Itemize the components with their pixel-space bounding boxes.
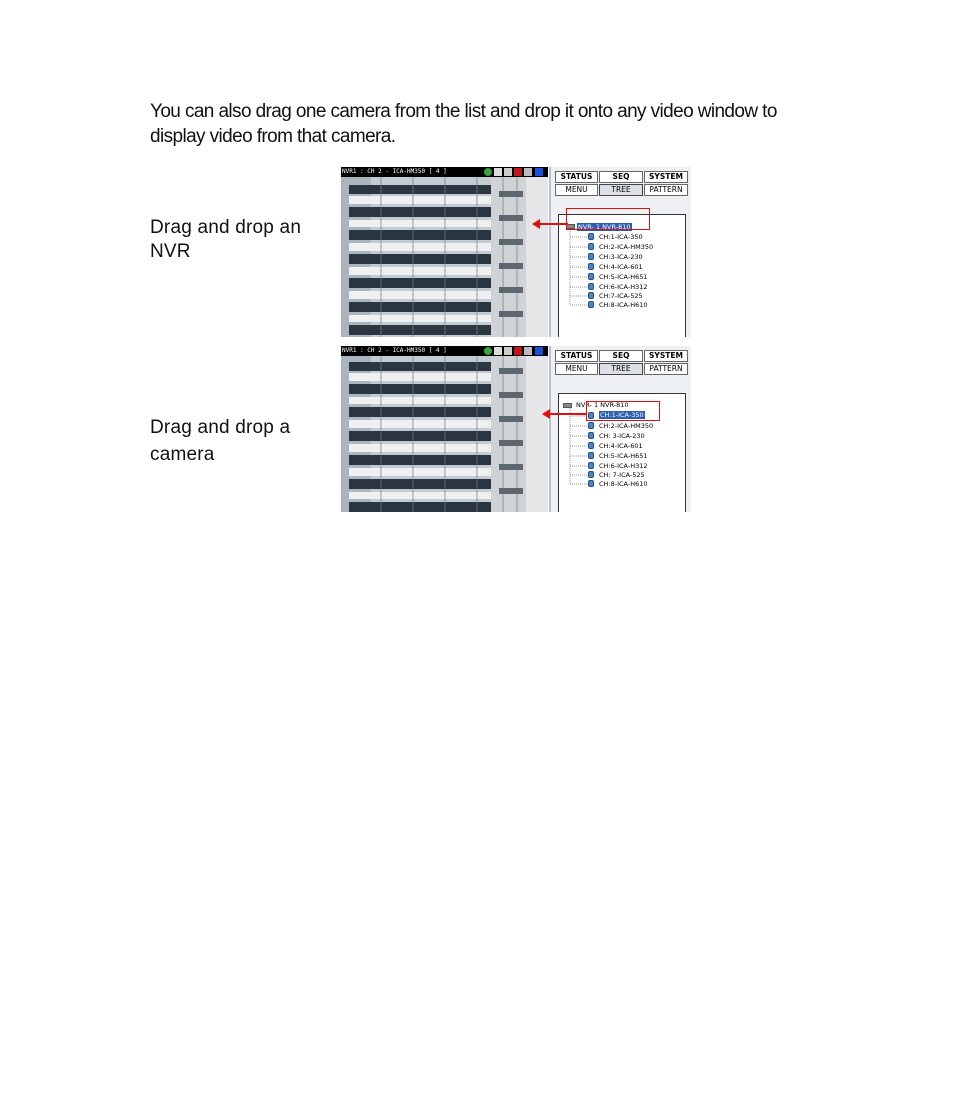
tree-camera-4[interactable]: CH:4-ICA-601 (599, 442, 643, 450)
tab-system[interactable]: SYSTEM (644, 350, 688, 362)
camera-icon (588, 292, 594, 299)
tab-seq[interactable]: SEQ (599, 350, 643, 362)
camera-icon (588, 462, 594, 469)
camera-icon (588, 471, 594, 478)
window-icon[interactable] (535, 347, 543, 355)
stop-icon[interactable] (514, 347, 522, 355)
tab-pattern[interactable]: PATTERN (644, 184, 688, 196)
screenshot-drag-nvr (341, 167, 691, 337)
highlight-box (586, 401, 660, 421)
tree-camera-8[interactable]: CH:8-ICA-H610 (599, 480, 648, 488)
audio-icon[interactable] (494, 347, 502, 355)
tab-status[interactable]: STATUS (555, 171, 598, 183)
audio-icon[interactable] (494, 168, 502, 176)
snapshot-icon[interactable] (504, 347, 512, 355)
tab-system[interactable]: SYSTEM (644, 171, 688, 183)
video-window[interactable] (341, 167, 548, 337)
screenshot-drag-camera (341, 346, 691, 512)
record-icon[interactable] (484, 347, 492, 355)
camera-icon (588, 432, 594, 439)
camera-icon (588, 452, 594, 459)
tree-camera-2[interactable]: CH:2-ICA-HM350 (599, 422, 654, 430)
camera-icon (588, 253, 594, 260)
camera-icon (588, 480, 594, 487)
camera-icon (588, 442, 594, 449)
tree-camera-1[interactable]: CH:1-ICA-350 (599, 233, 643, 241)
tab-tree[interactable]: TREE (599, 184, 643, 196)
camera-icon (588, 283, 594, 290)
tree-camera-5[interactable]: CH:5-ICA-H651 (599, 452, 648, 460)
drag-arrow-icon (539, 223, 568, 225)
device-tree (558, 214, 686, 337)
control-panel (549, 167, 691, 337)
tree-camera-8[interactable]: CH:8-ICA-H610 (599, 301, 648, 309)
tree-camera-3[interactable]: CH:3-ICA-230 (599, 253, 643, 261)
camera-icon (588, 243, 594, 250)
tree-camera-6[interactable]: CH:6-ICA-H312 (599, 462, 648, 470)
tree-camera-4[interactable]: CH:4-ICA-601 (599, 263, 643, 271)
tab-menu[interactable]: MENU (555, 184, 598, 196)
snapshot-icon[interactable] (504, 168, 512, 176)
video-window[interactable] (341, 346, 548, 512)
record-icon[interactable] (484, 168, 492, 176)
control-panel (549, 346, 691, 512)
intro-text: You can also drag one camera from the list and drop it onto any video window to display video from that camera. (150, 101, 777, 147)
tree-nvr-node[interactable]: NVR- 1 NVR-810 (576, 401, 629, 409)
video-title-bar (341, 167, 548, 177)
tree-camera-7[interactable]: CH: 7-ICA-525 (599, 471, 645, 479)
camera-icon (588, 263, 594, 270)
drag-arrow-icon (549, 413, 587, 415)
fullscreen-icon[interactable] (524, 347, 532, 355)
tree-camera-2[interactable]: CH:2-ICA-HM350 (599, 243, 654, 251)
window-icon[interactable] (535, 168, 543, 176)
camera-icon (588, 422, 594, 429)
tree-camera-3[interactable]: CH: 3-ICA-230 (599, 432, 645, 440)
video-title: NVR1 : CH 2 - ICA-HM350 [ 4 ] (342, 347, 447, 354)
camera-icon (588, 301, 594, 308)
caption-drag-camera: Drag and drop a camera (150, 417, 291, 465)
stop-icon[interactable] (514, 168, 522, 176)
tab-menu[interactable]: MENU (555, 363, 598, 375)
tree-camera-7[interactable]: CH:7-ICA-525 (599, 292, 643, 300)
camera-icon (588, 233, 594, 240)
tab-pattern[interactable]: PATTERN (644, 363, 688, 375)
tab-seq[interactable]: SEQ (599, 171, 643, 183)
tree-camera-1[interactable]: CH:1-ICA-350 (600, 411, 644, 419)
fullscreen-icon[interactable] (524, 168, 532, 176)
caption-drag-nvr: Drag and drop an NVR (150, 217, 302, 262)
video-title: NVR1 : CH 2 - ICA-HM350 [ 4 ] (342, 168, 447, 175)
video-title-bar (341, 346, 548, 356)
tree-nvr-node[interactable]: NVR- 1 NVR-810 (578, 223, 631, 231)
highlight-box (566, 208, 650, 230)
tree-camera-5[interactable]: CH:5-ICA-H651 (599, 273, 648, 281)
nvr-icon (563, 403, 572, 408)
tab-status[interactable]: STATUS (555, 350, 598, 362)
camera-icon (588, 273, 594, 280)
building-video-image (341, 177, 548, 337)
tab-tree[interactable]: TREE (599, 363, 643, 375)
tree-camera-6[interactable]: CH:6-ICA-H312 (599, 283, 648, 291)
building-video-image (341, 356, 548, 512)
